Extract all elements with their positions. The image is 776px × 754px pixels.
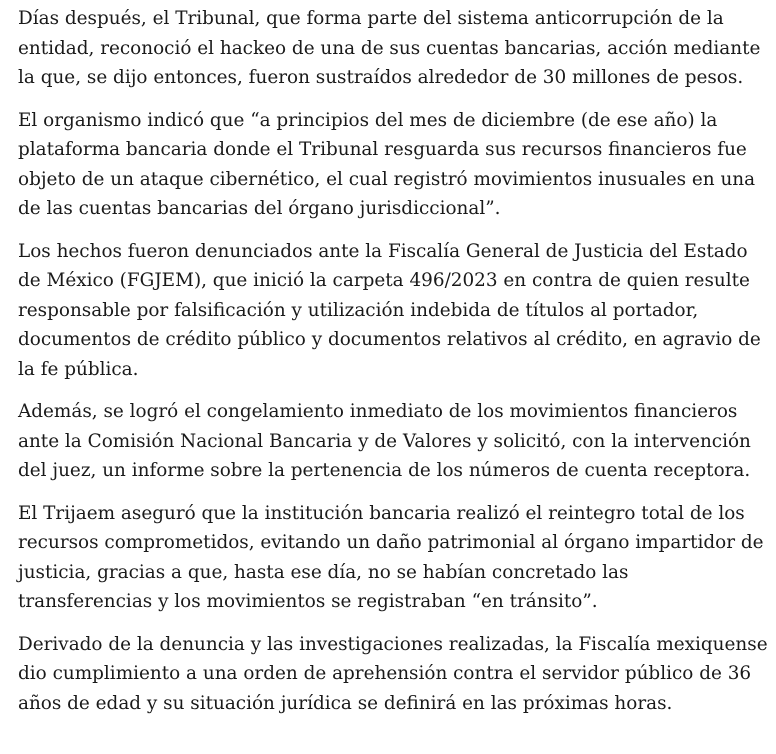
article-paragraph: Días después, el Tribunal, que forma parte del sistema anticorrupción de la entidad, reconoció el hackeo de una de sus cuentas bancarias, acción mediante la que, se dijo entonces, fueron sustraídos alrededor de 30 millones de pesos. — [18, 8, 761, 88]
article-body — [0, 4, 776, 718]
article-paragraph: El organismo indicó que “a principios del mes de diciembre (de ese año) la plataforma bancaria donde el Tribunal resguarda sus recursos financieros fue objeto de un ataque cibernético, el cual registró movimientos inusuales en una de las cuentas bancarias del órgano jurisdiccional”. — [18, 109, 756, 219]
article-paragraph: Los hechos fueron denunciados ante la Fiscalía General de Justicia del Estado de México (FGJEM), que inició la carpeta 496/2023 en contra de quien resulte responsable por falsificación y utilización indebida de títulos al portador, documentos de crédito público y documentos relativos al crédito, en agravio de la fe pública. — [18, 240, 761, 380]
article-paragraph: El Trijaem aseguró que la institución bancaria realizó el reintegro total de los recursos comprometidos, evitando un daño patrimonial al órgano impartidor de justicia, gracias a que, hasta ese día, no se habían concretado las transferencias y los movimientos se registraban “en tránsito”. — [18, 502, 764, 612]
article-paragraph: Derivado de la denuncia y las investigaciones realizadas, la Fiscalía mexiquense dio cumplimiento a una orden de aprehensión contra el servidor público de 36 años de edad y su situación jurídica se definirá en las próximas horas. — [18, 633, 768, 714]
article-paragraph: Además, se logró el congelamiento inmediato de los movimientos financieros ante la Comisión Nacional Bancaria y de Valores y solicitó, con la intervención del juez, un informe sobre la pertenencia de los números de cuenta receptora. — [18, 401, 751, 481]
